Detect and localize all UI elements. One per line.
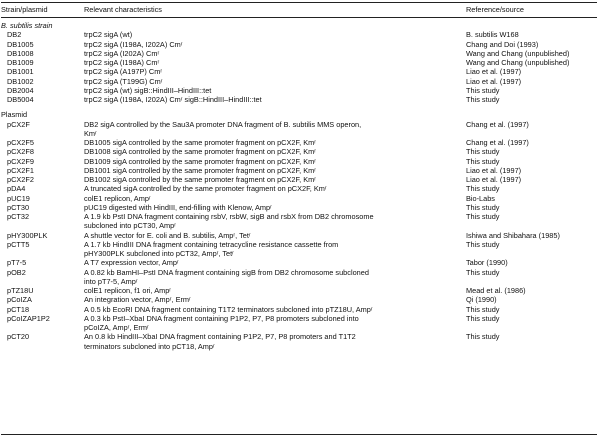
reference-source: This study [466,304,500,314]
strain-plasmid-name: pHY300PLK [7,230,48,240]
strain-plasmid-name: pCT30 [7,202,30,212]
reference-source: This study [466,147,500,157]
characteristics-continuation: pHY300PLK subcloned into pCT32, Ampʳ, Tetʳ [84,249,234,258]
characteristics-continuation: terminators subcloned into pCT18, Ampʳ [84,341,215,351]
strain-plasmid-name: pCT32 [7,212,30,221]
strain-plasmid-name: pT7-5 [7,258,27,268]
relevant-characteristics: A T7 expression vector, Ampʳ [84,258,179,268]
reference-source: This study [466,184,500,194]
table-row [0,77,598,86]
relevant-characteristics: trpC2 sigA (I202A) Cmʳ [84,48,160,58]
relevant-characteristics: trpC2 sigA (A197P) Cmʳ [84,67,163,77]
table-row [0,268,598,277]
strain-plasmid-name: DB5004 [7,95,34,104]
relevant-characteristics: A truncated sigA controlled by the same promoter fragment on pCX2F, Kmʳ [84,184,327,194]
strain-plasmid-name: DB1002 [7,76,34,86]
relevant-characteristics: trpC2 sigA (I198A, I202A) Cmʳ sigB::HindIII–HindIII::tet [84,95,262,104]
table-row [0,194,598,203]
reference-source: This study [466,332,500,342]
table-row [0,231,598,240]
relevant-characteristics: DB1008 sigA controlled by the same promoter fragment on pCX2F, Kmʳ [84,147,316,157]
table-row [0,157,598,166]
reference-source: This study [466,313,500,323]
relevant-characteristics: An 0.8 kb HindIII–XbaI DNA fragment containing P1P2, P7, P8 promoters and T1T2 [84,332,356,342]
relevant-characteristics: DB1001 sigA controlled by the same promoter fragment on pCX2F, Kmʳ [84,165,316,175]
table-header-row [0,5,598,14]
relevant-characteristics: colE1 replicon, Ampʳ [84,193,151,203]
relevant-characteristics: colE1 replicon, f1 ori, Ampʳ [84,286,172,295]
strain-plasmid-name: DB1001 [7,67,34,77]
strain-plasmid-name: pCX2F2 [7,175,34,184]
reference-source: Liao et al. (1997) [466,67,522,77]
table-row [0,67,598,76]
header-strain-plasmid: Strain/plasmid [1,5,48,14]
reference-source: This study [466,95,500,104]
strain-plasmid-name: pCT20 [7,332,30,342]
table-row [0,332,598,341]
relevant-characteristics: A 1.9 kb PstI DNA fragment containing rsbV, rsbW, sigB and rsbX from DB2 chromosome [84,212,374,221]
strain-plasmid-name: pCTT5 [7,239,30,249]
relevant-characteristics: A 1.7 kb HindIII DNA fragment containing tetracycline resistance cassette from [84,239,339,249]
table-bottom-rule [1,434,597,435]
relevant-characteristics: A 0.3 kb PstI–XbaI DNA fragment containing P1P2, P7, P8 promoters subcloned into [84,313,359,323]
relevant-characteristics: DB1005 sigA controlled by the same promoter fragment on pCX2F, Kmʳ [84,138,316,147]
strain-plasmid-name: pCoIZAP1P2 [7,313,50,323]
table-row [0,203,598,212]
table-row [0,95,598,104]
table-row [0,30,598,39]
reference-source: Liao et al. (1997) [466,165,522,175]
relevant-characteristics: trpC2 sigA (I198A, I202A) Cmʳ [84,39,183,49]
table-row [0,258,598,267]
reference-source: This study [466,239,500,249]
reference-source: B. subtilis W168 [466,30,519,40]
reference-source: This study [466,267,500,277]
relevant-characteristics: trpC2 sigA (wt) [84,30,133,40]
table-row [0,212,598,221]
reference-source: Liao et al. (1997) [466,76,522,86]
table-row [0,40,598,49]
strain-plasmid-name: pDA4 [7,184,26,194]
table-top-rule [1,2,597,3]
relevant-characteristics: pUC19 digested with HindIII, end-filling with Klenow, Ampʳ [84,202,272,212]
reference-source: Wang and Chang (unpublished) [466,58,570,67]
table-row [0,138,598,147]
table-row [0,240,598,249]
table-row [0,305,598,314]
reference-source: This study [466,85,500,95]
reference-source: Wang and Chang (unpublished) [466,48,570,58]
strain-plasmid-name: pCoIZA [7,295,32,305]
table-row [0,286,598,295]
strain-plasmid-name: pTZ18U [7,286,34,295]
table-row [0,166,598,175]
characteristics-continuation: into pT7-5, Ampʳ [84,276,138,286]
reference-source: Qi (1990) [466,295,497,305]
section-title: Plasmid [1,110,28,120]
strain-plasmid-name: DB1009 [7,58,34,67]
relevant-characteristics: DB1009 sigA controlled by the same promoter fragment on pCX2F, Kmʳ [84,156,316,166]
table-row [0,147,598,156]
reference-source: This study [466,156,500,166]
strain-plasmid-name: pCX2F8 [7,147,34,157]
strain-plasmid-name: pCX2F [7,119,30,129]
table-row [0,175,598,184]
table-header-rule [1,17,597,18]
strain-plasmid-name: DB2004 [7,85,34,95]
table-row [0,314,598,323]
table-row [0,86,598,95]
relevant-characteristics: DB1002 sigA controlled by the same promoter fragment on pCX2F, Kmʳ [84,175,316,184]
strain-plasmid-name: pCT18 [7,304,30,314]
reference-source: Ishiwa and Shibahara (1985) [466,230,560,240]
reference-source: This study [466,212,500,221]
reference-source: Tabor (1990) [466,258,508,268]
table-row [0,120,598,129]
reference-source: Chang et al. (1997) [466,119,529,129]
strain-plasmid-name: pCX2F9 [7,156,34,166]
strain-plasmid-name: pCX2F1 [7,165,34,175]
table-row [0,184,598,193]
characteristics-continuation: Kmʳ [84,128,97,138]
header-relevant-characteristics: Relevant characteristics [84,5,162,14]
relevant-characteristics: DB2 sigA controlled by the Sau3A promoter DNA fragment of B. subtilis MMS operon, [84,119,362,129]
relevant-characteristics: trpC2 sigA (T199G) Cmʳ [84,76,163,86]
characteristics-continuation: subcloned into pCT30, Ampʳ [84,221,176,231]
strain-plasmid-name: DB2 [7,30,22,40]
reference-source: Chang and Doi (1993) [466,39,539,49]
strain-plasmid-name: pCX2F5 [7,138,34,147]
strain-plasmid-name: DB1008 [7,48,34,58]
reference-source: This study [466,202,500,212]
relevant-characteristics: A 0.5 kb EcoRI DNA fragment containing T1T2 terminators subcloned into pTZ18U, Ampʳ [84,304,373,314]
header-reference-source: Reference/source [466,5,524,14]
relevant-characteristics: A shuttle vector for E. coli and B. subtilis, Ampʳ, Tetʳ [84,230,251,240]
relevant-characteristics: A 0.82 kb BamHI–PstI DNA fragment containing sigB from DB2 chromosome subcloned [84,267,369,277]
relevant-characteristics: An integration vector, Ampʳ, Ermʳ [84,295,191,305]
table-row [0,295,598,304]
table-row [0,49,598,58]
reference-source: Chang et al. (1997) [466,138,529,147]
characteristics-continuation: pCoIZA, Ampʳ, Ermʳ [84,323,149,332]
reference-source: Bio-Labs [466,193,495,203]
reference-source: Mead et al. (1986) [466,286,526,295]
relevant-characteristics: trpC2 sigA (wt) sigB::HindIII–HindIII::tet [84,85,212,95]
strain-plasmid-name: pOB2 [7,267,26,277]
relevant-characteristics: trpC2 sigA (I198A) Cmʳ [84,58,160,67]
strain-plasmid-name: pUC19 [7,193,30,203]
section-title: B. subtilis strain [1,21,53,30]
strain-plasmid-name: DB1005 [7,39,34,49]
reference-source: Liao et al. (1997) [466,175,522,184]
table-row [0,58,598,67]
